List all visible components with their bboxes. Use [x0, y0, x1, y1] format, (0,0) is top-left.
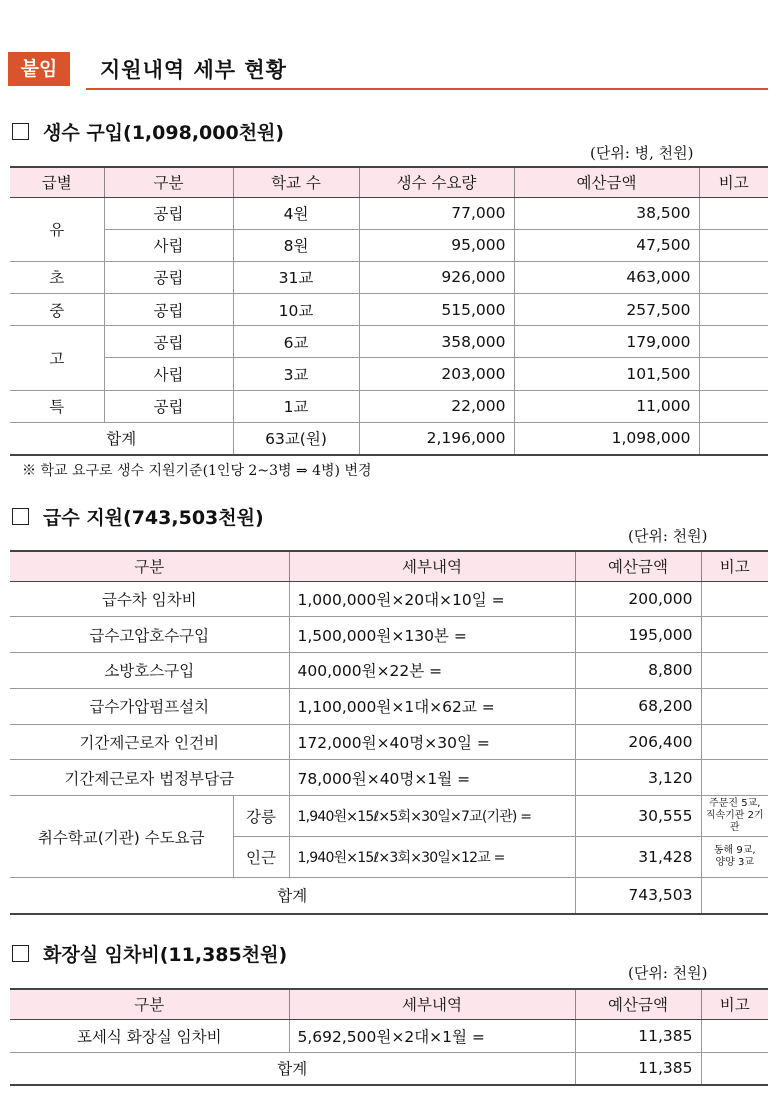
item-cell: 급수가압펌프설치: [10, 688, 289, 724]
note-line: 양양 3교: [715, 857, 755, 869]
demand-cell: 203,000: [359, 358, 514, 390]
table-header-row: [10, 167, 768, 197]
column-header: 생수 수요량: [359, 167, 514, 197]
table-row: [10, 1019, 768, 1052]
table-row: [10, 724, 768, 760]
table-row: [10, 326, 768, 358]
item-cell: 급수고압호수구입: [10, 617, 289, 653]
note-cell: [701, 688, 768, 724]
note-cell: [701, 653, 768, 689]
section-title-toilet-rental: [12, 940, 287, 967]
detail-cell: 1,100,000원×1대×62교 =: [289, 688, 575, 724]
table-row: [10, 390, 768, 422]
section-title-water-supply: [12, 503, 264, 530]
checkbox-icon: [12, 945, 29, 962]
total-demand: 2,196,000: [359, 422, 514, 454]
budget-cell: 206,400: [575, 724, 701, 760]
area-cell: 인근: [233, 837, 289, 878]
column-header: 비고: [701, 989, 768, 1019]
column-header: 예산금액: [575, 989, 701, 1019]
school-count-cell: 4원: [233, 197, 359, 229]
type-cell: 공립: [104, 326, 233, 358]
total-row: [10, 878, 768, 914]
note-cell: [701, 724, 768, 760]
unit-label: (단위: 천원): [628, 964, 708, 982]
school-count-cell: 1교: [233, 390, 359, 422]
document-header: [8, 50, 768, 90]
note-cell: [701, 617, 768, 653]
budget-cell: 101,500: [514, 358, 699, 390]
type-cell: 사립: [104, 229, 233, 261]
column-header: 구분: [10, 551, 289, 581]
water-supply-table: [10, 550, 768, 915]
level-cell: 고: [10, 326, 104, 390]
total-schools: 63교(원): [233, 422, 359, 454]
toilet-rental-table: [10, 988, 768, 1086]
table-row: [10, 617, 768, 653]
column-header: 학교 수: [233, 167, 359, 197]
table-row: [10, 229, 768, 261]
note-cell: [699, 294, 768, 326]
checkbox-icon: [12, 123, 29, 140]
note-cell: [701, 796, 768, 837]
table-header-row: [10, 989, 768, 1019]
attachment-badge: 붙임: [8, 52, 70, 86]
type-cell: 공립: [104, 390, 233, 422]
demand-cell: 95,000: [359, 229, 514, 261]
total-row: [10, 1052, 768, 1085]
note-cell: [699, 197, 768, 229]
budget-cell: 200,000: [575, 581, 701, 617]
table-row: [10, 261, 768, 293]
note-cell: [699, 229, 768, 261]
section-title-text: 화장실 임차비(11,385천원): [43, 944, 288, 966]
school-count-cell: 6교: [233, 326, 359, 358]
item-cell: 기간제근로자 법정부담금: [10, 760, 289, 796]
budget-cell: 47,500: [514, 229, 699, 261]
demand-cell: 22,000: [359, 390, 514, 422]
unit-label: (단위: 병, 천원): [590, 144, 694, 162]
demand-cell: 358,000: [359, 326, 514, 358]
note-line: 동해 9교,: [713, 845, 756, 857]
detail-cell: 78,000원×40명×1월 =: [289, 760, 575, 796]
detail-cell: 172,000원×40명×30일 =: [289, 724, 575, 760]
demand-cell: 926,000: [359, 261, 514, 293]
table-row: [10, 294, 768, 326]
school-count-cell: 3교: [233, 358, 359, 390]
budget-cell: 38,500: [514, 197, 699, 229]
detail-cell: 1,940원×15ℓ×5회×30일×7교(기관) =: [289, 796, 575, 837]
note-line: 주문진 5교,: [709, 798, 761, 810]
table-row: [10, 197, 768, 229]
level-cell: 유: [10, 197, 104, 261]
budget-cell: 30,555: [575, 796, 701, 837]
note-cell: [699, 261, 768, 293]
budget-cell: 11,000: [514, 390, 699, 422]
budget-cell: 195,000: [575, 617, 701, 653]
note-cell: [699, 358, 768, 390]
total-budget: 11,385: [575, 1052, 701, 1085]
school-count-cell: 10교: [233, 294, 359, 326]
note-cell: [701, 837, 768, 878]
table-row: [10, 581, 768, 617]
note-cell: [701, 760, 768, 796]
total-note: [701, 1052, 768, 1085]
column-header: 비고: [699, 167, 768, 197]
header-underline: [86, 88, 768, 90]
demand-cell: 515,000: [359, 294, 514, 326]
budget-cell: 11,385: [575, 1019, 701, 1052]
budget-cell: 463,000: [514, 261, 699, 293]
total-label: 합계: [10, 878, 575, 914]
item-cell: 급수차 임차비: [10, 581, 289, 617]
water-purchase-table: [10, 166, 768, 456]
table-header-row: [10, 551, 768, 581]
column-header: 세부내역: [289, 989, 575, 1019]
note-cell: [701, 1019, 768, 1052]
budget-cell: 8,800: [575, 653, 701, 689]
detail-cell: 1,500,000원×130본 =: [289, 617, 575, 653]
school-count-cell: 8원: [233, 229, 359, 261]
type-cell: 공립: [104, 261, 233, 293]
budget-cell: 257,500: [514, 294, 699, 326]
column-header: 비고: [701, 551, 768, 581]
checkbox-icon: [12, 508, 29, 525]
total-label: 합계: [10, 1052, 575, 1085]
level-cell: 중: [10, 294, 104, 326]
item-cell: 포세식 화장실 임차비: [10, 1019, 289, 1052]
section-title-text: 생수 구입(1,098,000천원): [43, 122, 285, 144]
total-budget: 743,503: [575, 878, 701, 914]
table-row: [10, 688, 768, 724]
section-title-water-purchase: [12, 118, 284, 145]
document-title: 지원내역 세부 현황: [100, 58, 287, 82]
detail-cell: 400,000원×22본 =: [289, 653, 575, 689]
column-header: 구분: [104, 167, 233, 197]
detail-cell: 5,692,500원×2대×1월 =: [289, 1019, 575, 1052]
item-cell: 기간제근로자 인건비: [10, 724, 289, 760]
section-title-text: 급수 지원(743,503천원): [43, 507, 264, 529]
unit-label: (단위: 천원): [628, 527, 708, 545]
total-row: [10, 422, 768, 454]
table-row: [10, 358, 768, 390]
budget-cell: 179,000: [514, 326, 699, 358]
demand-cell: 77,000: [359, 197, 514, 229]
type-cell: 공립: [104, 294, 233, 326]
item-cell: 소방호스구입: [10, 653, 289, 689]
total-budget: 1,098,000: [514, 422, 699, 454]
type-cell: 사립: [104, 358, 233, 390]
note-cell: [699, 390, 768, 422]
detail-cell: 1,940원×15ℓ×3회×30일×12교 =: [289, 837, 575, 878]
column-header: 구분: [10, 989, 289, 1019]
total-label: 합계: [10, 422, 233, 454]
detail-cell: 1,000,000원×20대×10일 =: [289, 581, 575, 617]
type-cell: 공립: [104, 197, 233, 229]
note-cell: [701, 581, 768, 617]
table-row: [10, 760, 768, 796]
column-header: 세부내역: [289, 551, 575, 581]
level-cell: 초: [10, 261, 104, 293]
area-cell: 강릉: [233, 796, 289, 837]
column-header: 급별: [10, 167, 104, 197]
budget-cell: 68,200: [575, 688, 701, 724]
table-row: [10, 653, 768, 689]
total-note: [701, 878, 768, 914]
note-cell: [699, 326, 768, 358]
budget-cell: 31,428: [575, 837, 701, 878]
total-note: [699, 422, 768, 454]
footnote: ※ 학교 요구로 생수 지원기준(1인당 2~3병 ⇒ 4병) 변경: [22, 463, 372, 479]
column-header: 예산금액: [514, 167, 699, 197]
column-header: 예산금액: [575, 551, 701, 581]
item-cell: 취수학교(기관) 수도요금: [10, 796, 233, 878]
level-cell: 특: [10, 390, 104, 422]
note-line: 직속기관 2기관: [705, 810, 764, 834]
budget-cell: 3,120: [575, 760, 701, 796]
school-count-cell: 31교: [233, 261, 359, 293]
table-row: [10, 796, 768, 837]
